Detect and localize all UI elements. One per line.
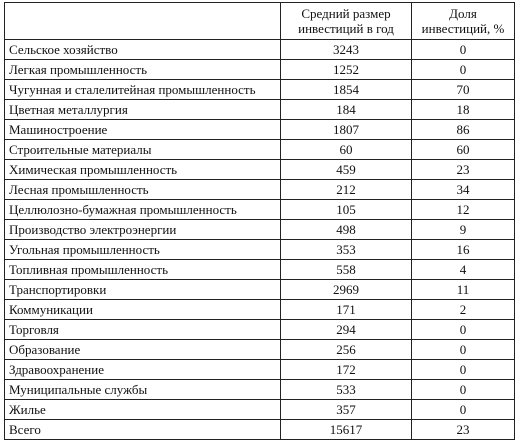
table-row [5, 380, 515, 400]
table-row [5, 220, 515, 240]
header-average-line1: Средний размер [301, 6, 391, 21]
sector-name-cell: Всего [5, 420, 281, 440]
average-investment-cell: 105 [281, 200, 412, 220]
table-header [5, 3, 515, 40]
table-row [5, 240, 515, 260]
table-row [5, 340, 515, 360]
header-sector [5, 3, 281, 40]
sector-name-cell: Жилье [5, 400, 281, 420]
sector-name-cell: Транспортировки [5, 280, 281, 300]
sector-name-cell: Здравоохранение [5, 360, 281, 380]
table-row [5, 280, 515, 300]
table-row [5, 120, 515, 140]
average-investment-cell: 184 [281, 100, 412, 120]
table-row [5, 80, 515, 100]
average-investment-cell: 459 [281, 160, 412, 180]
table-row [5, 180, 515, 200]
average-investment-cell: 15617 [281, 420, 412, 440]
table-row [5, 200, 515, 220]
investment-share-cell: 86 [412, 120, 515, 140]
investment-share-cell: 0 [412, 60, 515, 80]
sector-name-cell: Производство электроэнергии [5, 220, 281, 240]
table-row [5, 400, 515, 420]
average-investment-cell: 357 [281, 400, 412, 420]
average-investment-cell: 3243 [281, 40, 412, 60]
investment-table [4, 2, 515, 440]
average-investment-cell: 1807 [281, 120, 412, 140]
investment-share-cell: 34 [412, 180, 515, 200]
investment-share-cell: 60 [412, 140, 515, 160]
investment-share-cell: 16 [412, 240, 515, 260]
average-investment-cell: 1252 [281, 60, 412, 80]
investment-share-cell: 2 [412, 300, 515, 320]
investment-share-cell: 9 [412, 220, 515, 240]
investment-share-cell: 0 [412, 380, 515, 400]
table-row [5, 320, 515, 340]
investment-share-cell: 23 [412, 420, 515, 440]
average-investment-cell: 498 [281, 220, 412, 240]
sector-name-cell: Топливная промышленность [5, 260, 281, 280]
sector-name-cell: Химическая промышленность [5, 160, 281, 180]
investment-share-cell: 12 [412, 200, 515, 220]
header-average-line2: инвестиций в год [298, 21, 394, 36]
average-investment-cell: 60 [281, 140, 412, 160]
table-row [5, 40, 515, 60]
investment-share-cell: 0 [412, 400, 515, 420]
sector-name-cell: Легкая промышленность [5, 60, 281, 80]
average-investment-cell: 2969 [281, 280, 412, 300]
header-investment-share [412, 3, 515, 40]
investment-share-cell: 0 [412, 320, 515, 340]
investment-share-cell: 70 [412, 80, 515, 100]
investment-share-cell: 4 [412, 260, 515, 280]
investment-share-cell: 23 [412, 160, 515, 180]
sector-name-cell: Строительные материалы [5, 140, 281, 160]
average-investment-cell: 256 [281, 340, 412, 360]
average-investment-cell: 212 [281, 180, 412, 200]
average-investment-cell: 533 [281, 380, 412, 400]
average-investment-cell: 1854 [281, 80, 412, 100]
average-investment-cell: 294 [281, 320, 412, 340]
average-investment-cell: 171 [281, 300, 412, 320]
sector-name-cell: Целлюлозно-бумажная промышленность [5, 200, 281, 220]
sector-name-cell: Сельское хозяйство [5, 40, 281, 60]
sector-name-cell: Чугунная и сталелитейная промышленность [5, 80, 281, 100]
investment-share-cell: 11 [412, 280, 515, 300]
sector-name-cell: Угольная промышленность [5, 240, 281, 260]
sector-name-cell: Лесная промышленность [5, 180, 281, 200]
table-row [5, 360, 515, 380]
header-row [5, 3, 515, 40]
table-body [5, 40, 515, 440]
sector-name-cell: Образование [5, 340, 281, 360]
table-row [5, 60, 515, 80]
investment-share-cell: 0 [412, 40, 515, 60]
sector-name-cell: Цветная металлургия [5, 100, 281, 120]
table-row [5, 420, 515, 440]
average-investment-cell: 353 [281, 240, 412, 260]
average-investment-cell: 172 [281, 360, 412, 380]
table-row [5, 300, 515, 320]
table-row [5, 140, 515, 160]
sector-name-cell: Муниципальные службы [5, 380, 281, 400]
average-investment-cell: 558 [281, 260, 412, 280]
table-row [5, 160, 515, 180]
sector-name-cell: Машиностроение [5, 120, 281, 140]
investment-share-cell: 0 [412, 360, 515, 380]
investment-share-cell: 18 [412, 100, 515, 120]
investment-share-cell: 0 [412, 340, 515, 360]
table-row [5, 260, 515, 280]
header-share-line2: инвестиций, % [421, 21, 505, 36]
header-share-line1: Доля [449, 6, 477, 21]
header-average-investment [281, 3, 412, 40]
table-row [5, 100, 515, 120]
sector-name-cell: Торговля [5, 320, 281, 340]
sector-name-cell: Коммуникации [5, 300, 281, 320]
